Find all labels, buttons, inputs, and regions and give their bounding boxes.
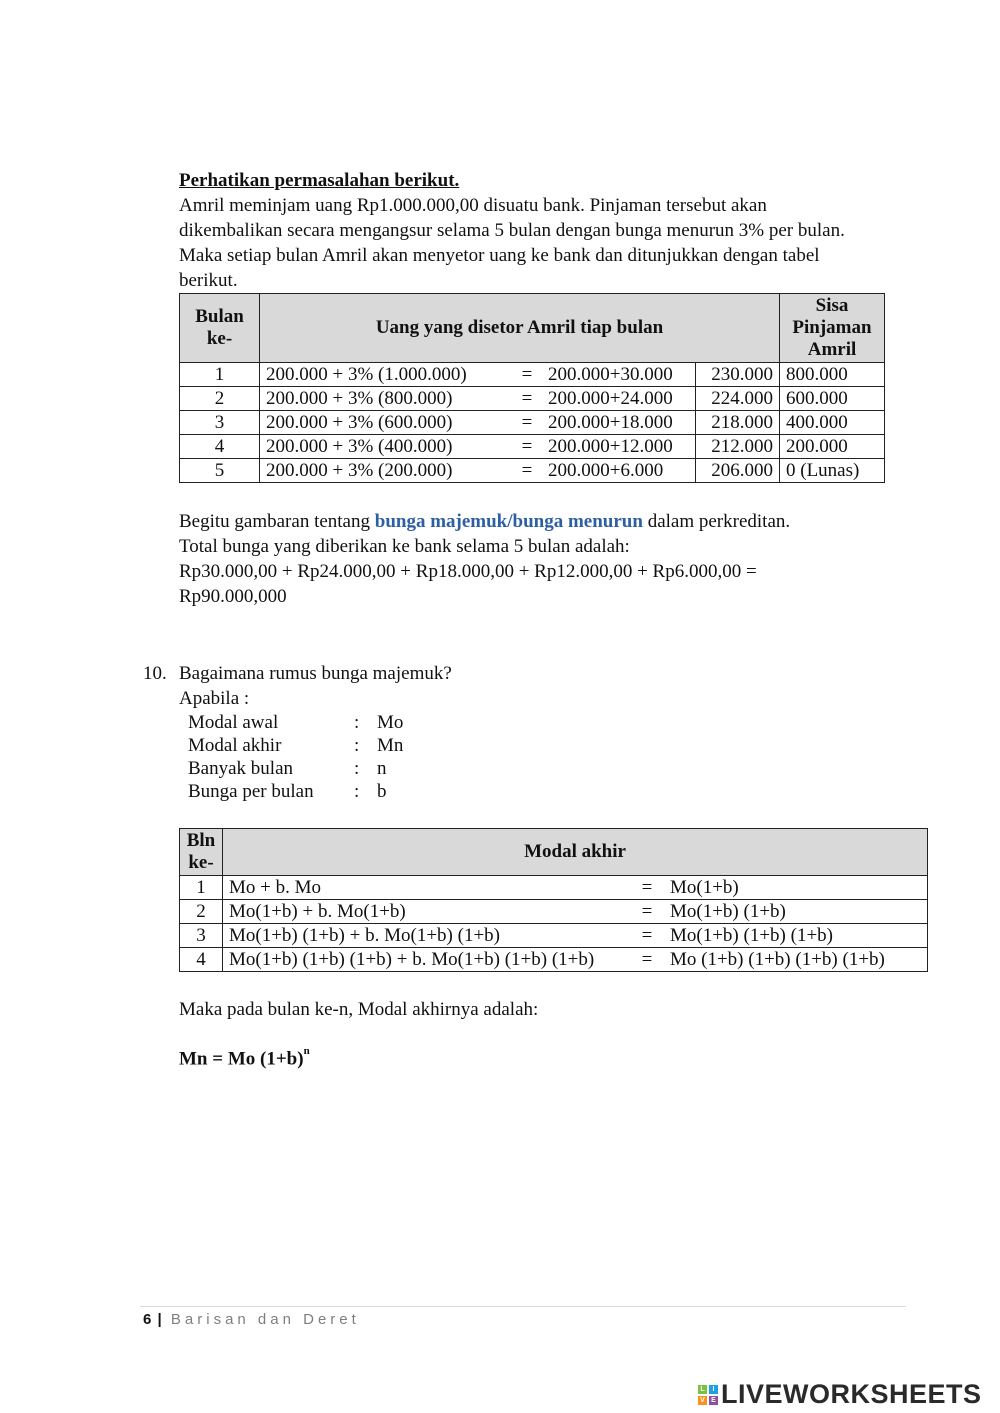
cell-expr: Mo(1+b) + b. Mo(1+b) — [223, 900, 631, 924]
summary-line-3: Rp30.000,00 + Rp24.000,00 + Rp18.000,00 + Rp12.000,00 + Rp6.000,00 = — [179, 561, 757, 582]
header-uang: Uang yang disetor Amril tiap bulan — [260, 294, 780, 363]
conclusion-text: Maka pada bulan ke-n, Modal akhirnya adalah: — [179, 999, 539, 1020]
cell-bulan: 3 — [180, 411, 260, 435]
cell-expr: 200.000 + 3% (200.000) — [260, 459, 513, 483]
cell-eq: = — [512, 411, 542, 435]
summary-line-1 — [179, 509, 790, 534]
cell-result: Mo (1+b) (1+b) (1+b) (1+b) — [664, 948, 928, 972]
cell-expr: 200.000 + 3% (600.000) — [260, 411, 513, 435]
cell-result: Mo(1+b) (1+b) (1+b) — [664, 924, 928, 948]
loan-table-header — [180, 294, 885, 363]
table-row — [180, 459, 885, 483]
cell-sum: 200.000+18.000 — [542, 411, 696, 435]
def-symbol: Mn — [377, 735, 404, 756]
cell-sisa: 400.000 — [780, 411, 885, 435]
question-number: 10. — [143, 663, 167, 684]
cell-bln: 1 — [180, 876, 223, 900]
intro-line-4: berikut. — [179, 270, 238, 291]
cell-eq: = — [630, 948, 664, 972]
def-colon: : — [354, 781, 360, 802]
liveworksheets-logo — [698, 1379, 982, 1410]
def-symbol: b — [377, 781, 387, 802]
logo-tile: V — [698, 1396, 707, 1405]
table-row — [180, 924, 928, 948]
cell-bulan: 1 — [180, 363, 260, 387]
intro-line-1: Amril meminjam uang Rp1.000.000,00 disuatu bank. Pinjaman tersebut akan — [179, 195, 767, 216]
summary-line-4: Rp90.000,000 — [179, 586, 287, 607]
summary-text-before: Begitu gambaran tentang — [179, 511, 375, 532]
cell-total: 206.000 — [696, 459, 780, 483]
header-modal: Modal akhir — [223, 829, 928, 876]
cell-eq: = — [630, 924, 664, 948]
cell-sisa: 0 (Lunas) — [780, 459, 885, 483]
cell-sisa: 600.000 — [780, 387, 885, 411]
header-sisa: Sisa Pinjaman Amril — [780, 294, 885, 363]
cell-bln: 3 — [180, 924, 223, 948]
cell-expr: 200.000 + 3% (800.000) — [260, 387, 513, 411]
cell-total: 224.000 — [696, 387, 780, 411]
cell-eq: = — [630, 876, 664, 900]
summary-line-2: Total bunga yang diberikan ke bank selama 5 bulan adalah: — [179, 536, 630, 557]
cell-total: 212.000 — [696, 435, 780, 459]
section-heading: Perhatikan permasalahan berikut. — [179, 170, 460, 191]
modal-table — [179, 828, 928, 972]
cell-sisa: 200.000 — [780, 435, 885, 459]
cell-bulan: 5 — [180, 459, 260, 483]
logo-tiles-icon — [698, 1385, 718, 1405]
cell-result: Mo(1+b) (1+b) — [664, 900, 928, 924]
intro-line-3: Maka setiap bulan Amril akan menyetor uang ke bank dan ditunjukkan dengan tabel — [179, 245, 820, 266]
summary-text-after: dalam perkreditan. — [642, 511, 791, 532]
cell-expr: Mo(1+b) (1+b) + b. Mo(1+b) (1+b) — [223, 924, 631, 948]
def-term: Modal awal — [188, 712, 279, 733]
cell-bln: 4 — [180, 948, 223, 972]
def-colon: : — [354, 735, 360, 756]
cell-sum: 200.000+6.000 — [542, 459, 696, 483]
formula-exponent: n — [303, 1045, 310, 1057]
formula-base: Mn = Mo (1+b) — [179, 1048, 304, 1070]
logo-tile: L — [698, 1385, 707, 1394]
def-term: Modal akhir — [188, 735, 282, 756]
highlight-term: bunga majemuk/bunga menurun — [374, 511, 643, 532]
def-term: Bunga per bulan — [188, 781, 314, 802]
cell-expr: Mo(1+b) (1+b) (1+b) + b. Mo(1+b) (1+b) (1+b) — [223, 948, 631, 972]
table-row — [180, 435, 885, 459]
table-row — [180, 411, 885, 435]
cell-sum: 200.000+30.000 — [542, 363, 696, 387]
cell-expr: Mo + b. Mo — [223, 876, 631, 900]
def-term: Banyak bulan — [188, 758, 294, 779]
page-number: 6 | — [143, 1311, 163, 1328]
page-footer — [143, 1311, 360, 1328]
def-colon: : — [354, 712, 360, 733]
cell-eq: = — [512, 459, 542, 483]
table-row — [180, 363, 885, 387]
cell-bulan: 4 — [180, 435, 260, 459]
logo-tile: E — [709, 1396, 718, 1405]
footer-title: Barisan dan Deret — [170, 1311, 360, 1328]
cell-result: Mo(1+b) — [664, 876, 928, 900]
table-row — [180, 948, 928, 972]
table-row — [180, 387, 885, 411]
cell-bln: 2 — [180, 900, 223, 924]
def-symbol: n — [377, 758, 387, 779]
header-bulan: Bulan ke- — [180, 294, 260, 363]
cell-eq: = — [512, 435, 542, 459]
logo-tile: I — [709, 1385, 718, 1394]
cell-sum: 200.000+12.000 — [542, 435, 696, 459]
apabila-label: Apabila : — [179, 688, 250, 709]
footer-divider — [140, 1306, 906, 1307]
compound-formula — [179, 1045, 310, 1070]
modal-table-header — [180, 829, 928, 876]
cell-expr: 200.000 + 3% (400.000) — [260, 435, 513, 459]
cell-eq: = — [630, 900, 664, 924]
def-colon: : — [354, 758, 360, 779]
table-row — [180, 876, 928, 900]
header-bln: Bln ke- — [180, 829, 223, 876]
question-text: Bagaimana rumus bunga majemuk? — [179, 663, 452, 684]
cell-eq: = — [512, 363, 542, 387]
cell-total: 218.000 — [696, 411, 780, 435]
cell-sisa: 800.000 — [780, 363, 885, 387]
cell-expr: 200.000 + 3% (1.000.000) — [260, 363, 513, 387]
cell-bulan: 2 — [180, 387, 260, 411]
def-symbol: Mo — [377, 712, 404, 733]
cell-sum: 200.000+24.000 — [542, 387, 696, 411]
brand-name: LIVEWORKSHEETS — [721, 1379, 982, 1409]
loan-table — [179, 293, 885, 483]
table-row — [180, 900, 928, 924]
intro-line-2: dikembalikan secara mengangsur selama 5 bulan dengan bunga menurun 3% per bulan. — [179, 220, 845, 241]
cell-eq: = — [512, 387, 542, 411]
cell-total: 230.000 — [696, 363, 780, 387]
